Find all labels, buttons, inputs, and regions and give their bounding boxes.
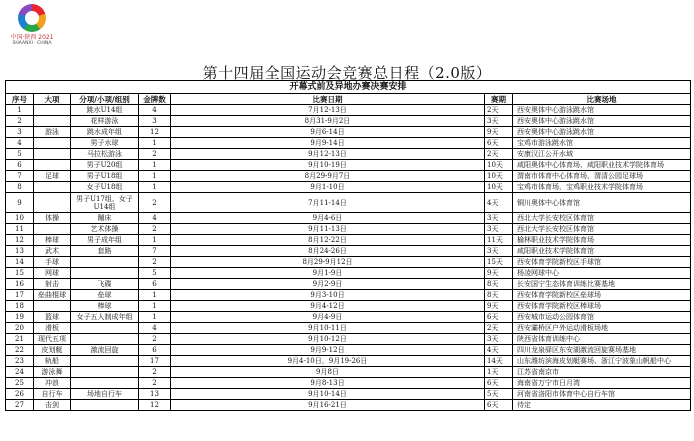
cell-days: 11天: [485, 235, 513, 246]
cell-date: 8月24-26日: [171, 246, 485, 257]
cell-no: 8: [6, 182, 34, 193]
cell-no: 14: [6, 257, 34, 268]
cell-no: 6: [6, 160, 34, 171]
cell-gold: 4: [139, 105, 171, 116]
cell-gold: 1: [139, 290, 171, 301]
cell-event: [71, 323, 139, 334]
cell-event: 女子五人制成年组: [71, 312, 139, 323]
cell-no: 1: [6, 105, 34, 116]
cell-days: 3天: [485, 213, 513, 224]
cell-gold: 4: [139, 323, 171, 334]
table-row: [6, 213, 691, 224]
cell-gold: 1: [139, 301, 171, 312]
page-title: 第十四届全国运动会竞赛总日程（2.0版）: [202, 64, 492, 82]
cell-venue: 长安国宁生态体育训练比赛基地: [513, 279, 691, 290]
cell-event: 跳水成年组: [71, 127, 139, 138]
cell-event: 男子U20组: [71, 160, 139, 171]
cell-gold: 2: [139, 334, 171, 345]
cell-no: 10: [6, 213, 34, 224]
table-header-row: [6, 94, 691, 105]
cell-sport: [34, 105, 71, 116]
table-row: [6, 127, 691, 138]
cell-days: 4天: [485, 345, 513, 356]
cell-days: 10天: [485, 160, 513, 171]
cell-date: 9月10-11日: [171, 323, 485, 334]
cell-sport: 网球: [34, 268, 71, 279]
cell-gold: 2: [139, 193, 171, 213]
cell-date: 9月10-14日: [171, 389, 485, 400]
cell-event: 套路: [71, 246, 139, 257]
table-row: [6, 182, 691, 193]
games-emblem-icon: [18, 4, 46, 32]
cell-venue: 渭南市体育中心体育场、渭清公园足球场: [513, 171, 691, 182]
cell-venue: 江苏省南京市: [513, 367, 691, 378]
cell-venue: 西安灞桥区户外运动滑板场地: [513, 323, 691, 334]
cell-days: 9天: [485, 127, 513, 138]
cell-sport: 武术: [34, 246, 71, 257]
cell-no: 7: [6, 171, 34, 182]
cell-sport: [34, 182, 71, 193]
cell-sport: [34, 160, 71, 171]
cell-event: [71, 334, 139, 345]
cell-gold: 1: [139, 160, 171, 171]
games-logo: [10, 4, 54, 56]
cell-gold: 7: [139, 246, 171, 257]
cell-no: 16: [6, 279, 34, 290]
cell-gold: 1: [139, 138, 171, 149]
cell-days: 6天: [485, 400, 513, 411]
cell-event: 棒球: [71, 301, 139, 312]
cell-venue: 咸阳职业技术学院体育馆: [513, 246, 691, 257]
cell-event: 男子成年组: [71, 235, 139, 246]
cell-date: 9月12-13日: [171, 149, 485, 160]
cell-no: 4: [6, 138, 34, 149]
table-row: [6, 105, 691, 116]
cell-days: 6天: [485, 312, 513, 323]
cell-sport: [34, 224, 71, 235]
cell-venue: 西安体育学院新校区手球馆: [513, 257, 691, 268]
table-row: [6, 290, 691, 301]
table-row: [6, 268, 691, 279]
cell-sport: [34, 149, 71, 160]
cell-days: 15天: [485, 257, 513, 268]
cell-venue: 西北大学长安校区体育馆: [513, 224, 691, 235]
cell-venue: 宝鸡市游泳跳水馆: [513, 138, 691, 149]
cell-days: 10天: [485, 171, 513, 182]
cell-event: [71, 367, 139, 378]
table-row: [6, 246, 691, 257]
cell-date: 9月9-14日: [171, 138, 485, 149]
cell-sport: 游泳舞: [34, 367, 71, 378]
cell-gold: 6: [139, 279, 171, 290]
cell-days: 3天: [485, 246, 513, 257]
cell-no: 27: [6, 400, 34, 411]
cell-event: 男子水球: [71, 138, 139, 149]
cell-gold: 2: [139, 257, 171, 268]
cell-days: 3天: [485, 224, 513, 235]
cell-gold: 17: [139, 356, 171, 367]
cell-event: 男子U17组、女子U14组: [71, 193, 139, 213]
cell-venue: 西安奥体中心游泳跳水馆: [513, 105, 691, 116]
table-row: [6, 235, 691, 246]
cell-event: 男子U18组: [71, 171, 139, 182]
cell-venue: 咸阳奥体中心体育场、咸阳职业技术学院体育场: [513, 160, 691, 171]
cell-date: 9月3-10日: [171, 290, 485, 301]
cell-venue: 西安城市运动公园体育馆: [513, 312, 691, 323]
cell-sport: 垒曲棍球: [34, 290, 71, 301]
cell-sport: 篮球: [34, 312, 71, 323]
cell-sport: 手球: [34, 257, 71, 268]
cell-event: [71, 400, 139, 411]
cell-no: 22: [6, 345, 34, 356]
cell-days: 2天: [485, 105, 513, 116]
cell-no: 25: [6, 378, 34, 389]
cell-no: 18: [6, 301, 34, 312]
cell-days: 3天: [485, 334, 513, 345]
table-row: [6, 400, 691, 411]
cell-days: 4天: [485, 193, 513, 213]
table-row: [6, 149, 691, 160]
cell-days: 3天: [485, 116, 513, 127]
cell-date: 9月10-12日: [171, 334, 485, 345]
table-row: [6, 160, 691, 171]
header-date: 比赛日期: [171, 94, 485, 105]
table-subtitle: 开幕式前及异地办赛决赛安排: [6, 81, 691, 94]
cell-date: 7月11-14日: [171, 193, 485, 213]
cell-sport: 冲浪: [34, 378, 71, 389]
cell-days: 8天: [485, 279, 513, 290]
cell-days: 2天: [485, 323, 513, 334]
cell-no: 9: [6, 193, 34, 213]
cell-event: 艺术体操: [71, 224, 139, 235]
cell-sport: [34, 116, 71, 127]
cell-sport: [34, 301, 71, 312]
cell-venue: 西北大学长安校区体育馆: [513, 213, 691, 224]
cell-gold: 13: [139, 389, 171, 400]
cell-date: 9月9-12日: [171, 345, 485, 356]
cell-days: 1天: [485, 367, 513, 378]
cell-gold: 1: [139, 171, 171, 182]
cell-date: 9月11-13日: [171, 224, 485, 235]
cell-event: 场地自行车: [71, 389, 139, 400]
table-row: [6, 138, 691, 149]
cell-event: 蹦床: [71, 213, 139, 224]
cell-date: 9月10-19日: [171, 160, 485, 171]
cell-gold: 2: [139, 378, 171, 389]
cell-venue: 西安奥体中心游泳跳水馆: [513, 116, 691, 127]
table-row: [6, 116, 691, 127]
cell-gold: 5: [139, 268, 171, 279]
cell-date: 8月29-9月12日: [171, 257, 485, 268]
cell-event: 激流回旋: [71, 345, 139, 356]
table-row: [6, 378, 691, 389]
cell-event: 马拉松游泳: [71, 149, 139, 160]
table-body: [6, 105, 691, 411]
cell-sport: 足球: [34, 171, 71, 182]
cell-no: 15: [6, 268, 34, 279]
cell-sport: 棒球: [34, 235, 71, 246]
cell-event: 飞碟: [71, 279, 139, 290]
cell-no: 5: [6, 149, 34, 160]
cell-venue: 铜川奥体中心体育馆: [513, 193, 691, 213]
cell-venue: 榆林职业技术学院体育场: [513, 235, 691, 246]
header-gold: 金牌数: [139, 94, 171, 105]
cell-days: 6天: [485, 378, 513, 389]
cell-no: 20: [6, 323, 34, 334]
cell-gold: 1: [139, 312, 171, 323]
cell-event: 跳水U14组: [71, 105, 139, 116]
cell-no: 23: [6, 356, 34, 367]
cell-event: [71, 378, 139, 389]
cell-venue: 安康汉江公开水域: [513, 149, 691, 160]
cell-days: 9天: [485, 301, 513, 312]
cell-venue: 河南省洛阳市体育中心自行车馆: [513, 389, 691, 400]
cell-gold: 3: [139, 116, 171, 127]
table-row: [6, 301, 691, 312]
cell-sport: 射击: [34, 279, 71, 290]
cell-days: 9天: [485, 268, 513, 279]
cell-sport: 击剑: [34, 400, 71, 411]
cell-gold: 6: [139, 345, 171, 356]
cell-sport: 现代五项: [34, 334, 71, 345]
header-event: 分项/小项/组别: [71, 94, 139, 105]
cell-venue: 陕西省体育训练中心: [513, 334, 691, 345]
cell-date: 9月4-10日，9月19-26日: [171, 356, 485, 367]
cell-venue: 西安体育学院新校区棒球场: [513, 301, 691, 312]
cell-date: 8月12-22日: [171, 235, 485, 246]
cell-event: 垒球: [71, 290, 139, 301]
cell-date: 9月2-9日: [171, 279, 485, 290]
table-row: [6, 279, 691, 290]
cell-date: 8月29-9月7日: [171, 171, 485, 182]
cell-date: 9月8-13日: [171, 378, 485, 389]
cell-gold: 2: [139, 367, 171, 378]
cell-days: 2天: [485, 149, 513, 160]
cell-gold: 1: [139, 235, 171, 246]
table-row: [6, 334, 691, 345]
logo-text-en: SHAANXI · CHINA: [12, 41, 52, 46]
cell-date: 9月6-14日: [171, 127, 485, 138]
cell-days: 14天: [485, 356, 513, 367]
cell-event: [71, 257, 139, 268]
cell-venue: 海南省万宁市日月湾: [513, 378, 691, 389]
cell-days: 6天: [485, 138, 513, 149]
cell-sport: 轨船: [34, 356, 71, 367]
cell-gold: 12: [139, 127, 171, 138]
cell-venue: 山东潍坊滨海皮划艇赛场、浙江宁波象山帆船中心: [513, 356, 691, 367]
cell-sport: 游泳: [34, 127, 71, 138]
cell-date: 9月4-12日: [171, 301, 485, 312]
cell-gold: 2: [139, 149, 171, 160]
cell-date: 9月4-9日: [171, 312, 485, 323]
cell-no: 21: [6, 334, 34, 345]
cell-date: 9月8日: [171, 367, 485, 378]
cell-no: 2: [6, 116, 34, 127]
cell-sport: 滑板: [34, 323, 71, 334]
header-venue: 比赛场地: [513, 94, 691, 105]
table-row: [6, 257, 691, 268]
cell-date: 8月31-9月2日: [171, 116, 485, 127]
cell-event: [71, 268, 139, 279]
cell-no: 26: [6, 389, 34, 400]
cell-sport: 自行车: [34, 389, 71, 400]
cell-gold: 4: [139, 213, 171, 224]
schedule-table-wrapper: [5, 80, 690, 411]
cell-event: 花样游泳: [71, 116, 139, 127]
cell-date: 9月16-21日: [171, 400, 485, 411]
table-row: [6, 224, 691, 235]
cell-date: 9月1-9日: [171, 268, 485, 279]
table-row: [6, 389, 691, 400]
cell-venue: 四川龙泉驿区东安湖激流回旋赛场基地: [513, 345, 691, 356]
cell-no: 24: [6, 367, 34, 378]
cell-venue: 西安奥体中心游泳跳水馆: [513, 127, 691, 138]
cell-gold: 12: [139, 400, 171, 411]
cell-no: 19: [6, 312, 34, 323]
table-row: [6, 171, 691, 182]
cell-venue: 待定: [513, 400, 691, 411]
cell-no: 13: [6, 246, 34, 257]
cell-days: 8天: [485, 290, 513, 301]
cell-event: 女子U18组: [71, 182, 139, 193]
table-row: [6, 193, 691, 213]
header-no: 序号: [6, 94, 34, 105]
cell-venue: 杨凌网球中心: [513, 268, 691, 279]
header-days: 赛期: [485, 94, 513, 105]
cell-date: 7月12-13日: [171, 105, 485, 116]
schedule-table: [5, 80, 691, 411]
cell-days: 5天: [485, 389, 513, 400]
cell-venue: 宝鸡市体育场、宝鸡职业技术学院体育场: [513, 182, 691, 193]
cell-sport: 体操: [34, 213, 71, 224]
cell-sport: [34, 193, 71, 213]
table-row: [6, 312, 691, 323]
logo-text-cn: 中国·陕西 2021: [10, 34, 54, 41]
table-row: [6, 367, 691, 378]
cell-gold: 2: [139, 224, 171, 235]
table-row: [6, 356, 691, 367]
table-row: [6, 323, 691, 334]
cell-venue: 西安体育学院新校区垒球场: [513, 290, 691, 301]
cell-no: 3: [6, 127, 34, 138]
cell-gold: 1: [139, 182, 171, 193]
cell-no: 17: [6, 290, 34, 301]
cell-sport: 皮划艇: [34, 345, 71, 356]
cell-date: 9月4-6日: [171, 213, 485, 224]
cell-no: 12: [6, 235, 34, 246]
cell-days: 10天: [485, 182, 513, 193]
cell-no: 11: [6, 224, 34, 235]
cell-sport: [34, 138, 71, 149]
table-row: [6, 345, 691, 356]
cell-event: [71, 356, 139, 367]
header-sport: 大项: [34, 94, 71, 105]
cell-date: 9月1-10日: [171, 182, 485, 193]
